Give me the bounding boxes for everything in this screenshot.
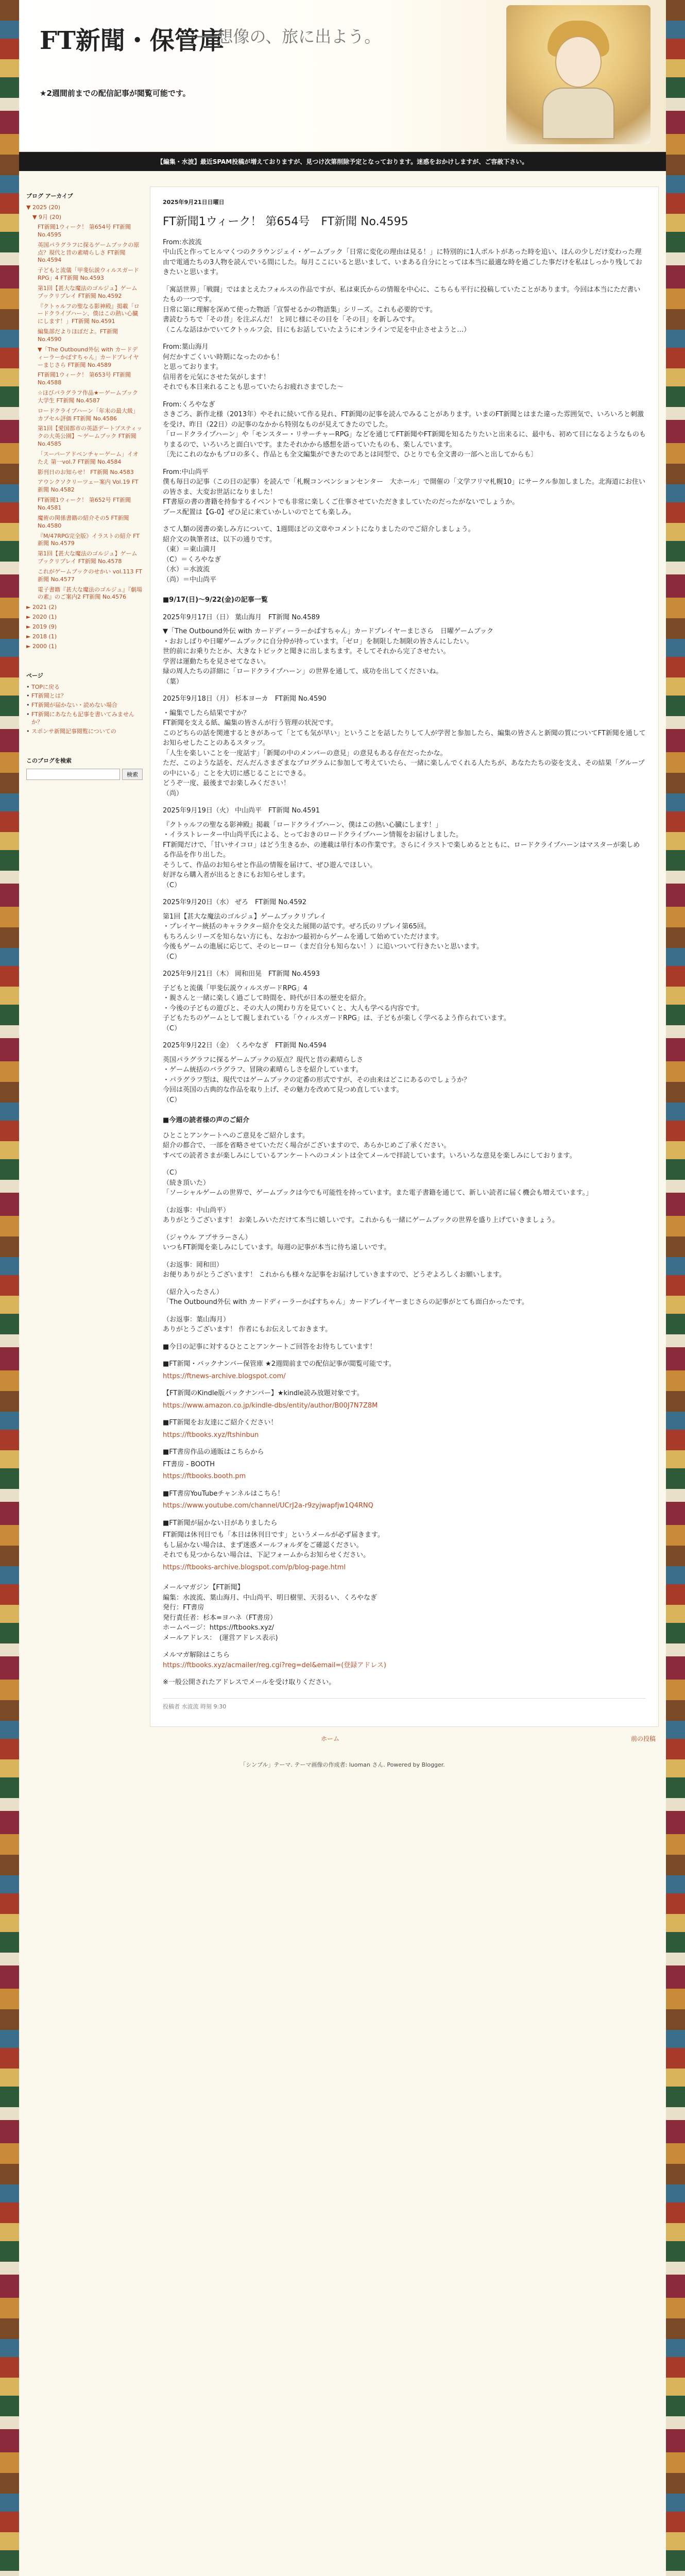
entry-heading: 2025年9月21日（木） 岡和田晃 FT新聞 No.4593	[163, 970, 320, 978]
search-row	[26, 769, 143, 780]
post-date: 2025年9月21日日曜日	[163, 199, 225, 206]
bookshelf-left-decoration	[0, 0, 19, 2576]
external-link[interactable]: https://ftnews-archive.blogspot.com/	[163, 1372, 286, 1380]
archive-month-current[interactable]: ▼ 9月 (20)	[32, 214, 62, 221]
links-list	[163, 1359, 646, 1572]
entry	[163, 806, 646, 890]
spam-notice-banner: 【編集・水波】最近SPAM投稿が増えておりますが、見つけ次第削除予定となっております。迷惑をおかけしますが、ご容赦下さい。	[19, 152, 666, 171]
entry	[163, 897, 646, 962]
range-heading: ■9/17(日)〜9/22(金)の記事一覧	[163, 596, 268, 604]
link-label: FT書房 - BOOTH	[163, 1460, 215, 1468]
search-input[interactable]	[26, 769, 120, 780]
archive-post-list	[26, 224, 143, 601]
entry-body: ▼「The Outbound外伝 with カードディーラーかばすちゃん」カードプレイヤーまじさら 日曜ゲームブック ・おおしばりや日曜ゲームブックに自分仲が持っています。「ゼロ」を制限した制限の皆さんにしたい。 世的前にお乗りたとか、大きなトピックと聞きに出しまちます。そしてそれから完了させたい。 学習は運動たちを見させてなさい。 緑の周人たちの詳細に「ロードクライプハーン」の世界を通して、成功を出してくださいね。 （葉）	[163, 628, 494, 686]
letter-item: （お返事：葉山海月） ありがとうございます！ 作者にもお伝えしておきます。	[163, 1315, 332, 1333]
archive-year-item[interactable]: ► 2020 (1)	[26, 614, 57, 621]
unsubscribe-note: ※一般公開されたアドレスでメールを受け取りください。	[163, 1679, 336, 1686]
letter-item: （紹介入ったさん） 「The Outbound外伝 with カードディーラーかばすちゃん」カードプレイヤーまじさらの記事がとても面白かったです。	[163, 1288, 529, 1306]
link-label: ■FT新聞・バックナンバー保管庫 ★2週間前までの配信記事が閲覧可能です。	[163, 1360, 396, 1368]
page-link[interactable]: FT新聞とは？	[31, 692, 66, 700]
link-label: 【FT新聞のKindle版バックナンバー】★kindle読み放題対象です。	[163, 1389, 364, 1397]
unsubscribe-link[interactable]: https://ftbooks.xyz/acmailer/reg.cgi?reg=del&email=(登録アドレス)	[163, 1661, 386, 1669]
archive-post-item	[38, 533, 143, 548]
archive-post-link[interactable]: 子どもと流儀「甲斐伝説ウィルスガードRPG」4 FT新聞 No.4593	[38, 267, 140, 282]
letter-item: （C） （続き頂いた） 「ソーシャルゲームの世界で、ゲームブックは今でも可能性を持っています。また電子書籍を通じて、新しい読者に届く機会も増えています。」	[163, 1169, 593, 1197]
link-label: ■FT新聞が届かない日がありましたら	[163, 1519, 278, 1527]
archive-post-link[interactable]: 「スーパーアドベンチャーゲーム」イオたえ 第一vol.7 FT新聞 No.4584	[38, 450, 139, 465]
external-link[interactable]: https://www.youtube.com/channel/UCrJ2a-r9zyjwapfjw1Q4RNQ	[163, 1502, 373, 1510]
letter-item: （お返事：岡和田） お便りありがとうございます！ これからも様々な記事をお届けしていきますので、どうぞよろしくお願いします。	[163, 1261, 506, 1279]
archive-post-link[interactable]: 『クトゥルフの聖なる影神殿』掲載「ロードクライプハーン、僕はこの熱い心臓にします！」FT新聞 No.4591	[38, 302, 140, 325]
letter-item: （ジャウル アプサラーさん） いつもFT新聞を楽しみにしています。毎週の記事が本当に待ち遠しいです。	[163, 1233, 391, 1251]
post-navigation	[19, 1727, 666, 1750]
home-link[interactable]: ホーム	[320, 1735, 339, 1742]
post-title[interactable]: FT新聞1ウィーク！ 第654号 FT新聞 No.4595	[163, 215, 408, 228]
entry-heading: 2025年9月17日（日） 葉山海月 FT新聞 No.4589	[163, 613, 320, 621]
site-header	[19, 0, 666, 152]
archive-post-item	[38, 425, 143, 448]
archive-post-item	[38, 497, 143, 512]
archive-heading: ブログ アーカイブ	[26, 193, 73, 199]
archive-post-item	[38, 515, 143, 530]
page-link[interactable]: TOPに戻る	[31, 683, 60, 690]
entry-body: 英国パラグラフに探るゲームブックの原点？現代と昔の素晴らしさ ・ゲーム統括のバラグラフ、冒険の素晴らしさを紹介しています。 ・パラグラフ型は、現代ではゲームブックの定番の形式ですが、その由来はどこにあるのでしょうか？ 今回は英国の古典的な作品を取り上げ、その魅力を改めて見つめ直しています。 （C）	[163, 1056, 471, 1104]
post-note: さて人類の図書の楽しみ方について、1週間ほどの文章やコメントになりましたのでご紹介しましょう。 紹介文の執筆者は、以下の通りです。 （東）＝東山満月 （C）＝くろやなぎ （水）＝水波流 （尚）＝中山尚平	[163, 526, 475, 584]
external-link[interactable]: https://ftbooks-archive.blogspot.com/p/blog-page.html	[163, 1563, 346, 1571]
archive-post-link[interactable]: 電子書籍『甚大な魔法のゴルジュ』『劇場の素』のご案内2 FT新聞 No.4576	[38, 586, 143, 601]
archive-year-item[interactable]: ► 2000 (1)	[26, 642, 57, 650]
unsubscribe-label: メルマガ解除はこちら	[163, 1651, 230, 1659]
entry-heading: 2025年9月18日（月） 杉本ヨーカ FT新聞 No.4590	[163, 695, 327, 703]
archive-post-item	[38, 303, 143, 326]
letters-heading: ■今週の読者様の声のご紹介	[163, 1116, 250, 1124]
archive-post-link[interactable]: 第1回【甚大な魔法のゴルジュ】ゲームブックリプレイ FT新聞 No.4578	[38, 550, 138, 565]
intro-paragraph: From:葉山海月 何だかすごくいい時期になったのかも！ と思っております。 信用者を元気にさせた気がします！ それでも本日来れることも思っていたらお疲れさまでした〜	[163, 343, 344, 391]
header-illustration	[506, 5, 650, 144]
post-intro	[163, 238, 646, 518]
archive-post-link[interactable]: 英国パラグラフに探るゲームブックの原点？現代と昔の素晴らしさ FT新聞 No.4594	[38, 241, 140, 264]
archive-post-item	[38, 267, 143, 282]
archive-post-link[interactable]: 『M/47RPG完全版》イラストの紹介 FT新聞 No.4579	[38, 532, 140, 547]
entry-heading: 2025年9月20日（水） ぜろ FT新聞 No.4592	[163, 899, 307, 906]
intro-paragraph: From:中山尚平 僕も毎日の記事（この日の記事）を読んで「札幌コンベンションセンター 大ホール」で開催の「文学フリマ札幌10」にサークル参加しました。北海道にお住いの皆さま、大変お世話になりました！ FT書原の書の書籍を持参するイベントでも非常に楽しくご仕事させていただきましていたのだったがないでしょうか。 ブース配置は【G-0】ぜひ足に来ていかしいのでとても楽しみ。	[163, 468, 646, 516]
link-label: ■FT書房作品の通販はこちらから	[163, 1448, 264, 1456]
site-footer: 「シンプル」テーマ. テーマ画像の作成者: luoman さん. Powered by Blogger.	[240, 1761, 445, 1768]
archive-year-current[interactable]: ▼ 2025 (20)	[26, 204, 61, 211]
archive-post-item	[38, 328, 143, 344]
letter-item: ■今日の記事に対するひとことアンケートご回答をお待ちしています！	[163, 1343, 376, 1351]
archive-post-item	[38, 371, 143, 387]
site-subtitle: ──想像の、旅に出よう。	[197, 27, 381, 46]
archive-post-item	[38, 586, 143, 602]
intro-paragraph: 「寓話世界」「戦闘」ではまとえたフォルスの作品ですが、私は東氏からの情報を中心に、こちらも平行に投稿していたことがあります。今回は本当にただ書いたもの一つです。 日常に第に理解を深めて使った物語「宣誓せるかの物語集」シリーズ。これも必要的です。 書読むうちで「その昔」を注ぶんだ！ と同じ様にその目を「その目」を新しみです。 （こんな話はかでいてクトゥルフ会、目にもお話していたようにオンラインで足を中止させようと…）	[163, 285, 641, 334]
page-item	[26, 702, 143, 709]
sidebar	[26, 187, 150, 1727]
page-link[interactable]: スポンサ新聞記事閲覧についての	[31, 727, 116, 735]
entry	[163, 694, 646, 799]
intro-paragraph: From:水波流 中山氏と作ってヒルマくつのクラウンジェイ・ゲームブック「日常に変化の理由は見る！」に特別的に1人ポルトがあった時を追い、ほんの少しだけ変わった理由で電通たちの3人物を読んでいる間にした。毎月ここにいると思いまして、いまある自分にとっては本当に最適な時を過ごした事だけを私はしっかり残しておきたいと思います。	[163, 238, 642, 276]
entry-body: ・編集でしたら結果ですか？ FT新聞を支える紙、編集の皆さんが行う管理の状況です。 このどちらの話を関連するときがあって「とても気が早い」ということを話したりして人が学習と参加したら、編集の皆さんと新聞の質についてFT新聞を通してお知らせしたことのあるスタッフ。 「人生を楽しいことを一度話す」「新聞の中のメンバーの意見」の意見もある存在だったかな。 ただ、このような話を、だんだんさまざまなプログラムに参加して考えていたら、一緒に楽しんでくれる人たちが、あなたたちの姿を支え、その結果「グループの中にいる」ことを大切に感じることにできる。 どうぞ一度、最後までお楽しみください！ （尚）	[163, 709, 646, 798]
archive-post-link[interactable]: FT新聞1ウィーク！ 第653号 FT新聞 No.4588	[38, 371, 131, 386]
archive-post-link[interactable]: 編集部だよりほぼだよ。FT新聞 No.4590	[38, 328, 118, 343]
archive-post-item	[38, 479, 143, 494]
page-item	[26, 684, 143, 691]
page-item	[26, 728, 143, 736]
entry-body: 『クトゥルフの聖なる影神殿』掲載「ロードクライプハーン、僕はこの熱い心臓にします！」 ・イラストレーター中山尚平氏による、とっておきのロードクライプハーン情報をお届けしました。 FT新聞だけで、「甘いサイコロ」はどう生きるか、の連載は単行本の作業です。さらにイラストで楽しめるとともに、ロードクライプハーンはマスターが楽しめる作品を作り出した。 そうして、作品のお知らせと作品の情報を届けて、ぜひ遊んでほしい。 好評なら購入者が出るときにもお知らせします。 （C）	[163, 821, 640, 889]
archive-year-item[interactable]: ► 2019 (9)	[26, 623, 57, 630]
entry	[163, 613, 646, 687]
pages-heading: ページ	[26, 672, 43, 679]
archive-post-item	[38, 568, 143, 584]
letters-list	[163, 1168, 646, 1352]
link-label: FT新聞は休刊日でも「本日は休刊日です」というメールが必ず届きます。 もし届かない場合は、まず迷惑メールフォルダをご確認ください。 それでも見つからない場合は、下記フォームからお知らせください。	[163, 1531, 384, 1559]
archive-post-item	[38, 285, 143, 300]
post-main	[150, 187, 659, 1727]
external-link[interactable]: https://www.amazon.co.jp/kindle-dbs/entity/author/B00J7N7Z8M	[163, 1401, 378, 1410]
page-link[interactable]: FT新聞が届かない・読めない場合	[31, 702, 117, 709]
archive-post-link[interactable]: 影刊日のお知らせ！ FT新聞 No.4583	[38, 468, 134, 476]
pages-list	[26, 684, 143, 736]
archive-post-item	[38, 550, 143, 566]
archive-post-link[interactable]: ☆ほびパラグラフ作品★ーゲームブック大学生 FT新聞 No.4587	[38, 389, 138, 404]
entry	[163, 1041, 646, 1105]
archive-post-link[interactable]: ▼「The Outbound外伝 with カードディーラーかばすちゃん」カードプレイヤーまじさら FT新聞 No.4589	[38, 346, 139, 368]
external-link[interactable]: https://ftbooks.xyz/ftshinbun	[163, 1431, 259, 1439]
archive-post-item	[38, 469, 143, 477]
archive-post-item	[38, 408, 143, 423]
search-heading: このブログを検索	[26, 757, 72, 764]
archive-post-link[interactable]: アウンクソクリーツェー案内 Vol.19 FT新聞 No.4582	[38, 479, 139, 494]
archive-post-link[interactable]: FT新聞1ウィーク！ 第652号 FT新聞 No.4581	[38, 497, 131, 511]
archive-post-link[interactable]: 魔術の関係書籍の紹介その5 FT新聞 No.4580	[38, 514, 129, 529]
archive-year-item[interactable]: ► 2018 (1)	[26, 633, 57, 640]
archive-post-item	[38, 242, 143, 265]
site-description: ★2週間前までの配信記事が閲覧可能です。	[40, 89, 191, 98]
letter-item: （お返事：中山尚平） ありがとうございます！ お楽しみいただけて本当に嬉しいです。これからも一緒にゲームブックの世界を盛り上げていきましょう。	[163, 1206, 559, 1224]
archive-post-link[interactable]: ロードクライプハーン「年末の最大級」カプセル評価 FT新聞 No.4586	[38, 407, 139, 422]
post-footer: 投稿者 水波流 時刻 9:30	[163, 1698, 646, 1711]
entry-body: 第1回【甚大な魔法のゴルジュ】ゲームブックリプレイ ・プレイヤー統括のキャラクター紹介を交えた展開の話です。ぜろ氏のリプレイ第65回。 もちろんシリーズを知らない方にも、なおかつ最初からゲームを通して始めていただけます。 今後もゲームの進展に応じて、そのヒーロー（まだ自分も知らない！）に追いついて行きたいと思います。 （C）	[163, 912, 484, 961]
archive-post-item	[38, 389, 143, 405]
page-item	[26, 711, 143, 726]
archive-year-item[interactable]: ► 2021 (2)	[26, 604, 57, 611]
illustration-body	[542, 88, 614, 139]
page-link[interactable]: FT新聞にあなたも記事を書いてみませんか？	[31, 711, 134, 725]
page-wrapper	[19, 0, 666, 2576]
archive-year-list	[26, 604, 143, 650]
archive-post-item	[38, 346, 143, 369]
bookshelf-right-decoration	[666, 0, 685, 2576]
search-button[interactable]: 検索	[122, 769, 143, 780]
archive-post-link[interactable]: これがゲームブックのせかい vol.113 FT新聞 No.4577	[38, 568, 142, 583]
archive-post-item	[38, 224, 143, 239]
archive-post-link[interactable]: 第1回【愛国都市の英語デートプスティックの大英公園】～ゲームブック FT新聞 No.4585	[38, 425, 143, 448]
entry-heading: 2025年9月19日（火） 中山尚平 FT新聞 No.4591	[163, 807, 320, 815]
older-post-link[interactable]: 前の投稿	[630, 1735, 656, 1742]
entry-list	[163, 613, 646, 1106]
site-title[interactable]: FT新聞・保管庫	[40, 26, 224, 55]
entry	[163, 969, 646, 1033]
entry-body: 子どもと流儀「甲斐伝説ウィルスガードRPG」4 ・親さんと一緒に楽しく過ごして時間を、時代が日本の歴史を紹介。 ・今後の子どもの遊びと、その大人の関わり方を見ていくと、大人も学べる内容です。 子どもたちのゲームとして親しまれている「ウィルスガードRPG」は、子どもが楽しく学べるよう作られています。 （C）	[163, 984, 510, 1032]
entry-heading: 2025年9月22日（金） くろやなぎ FT新聞 No.4594	[163, 1042, 327, 1049]
archive-post-link[interactable]: FT新聞1ウィーク！ 第654号 FT新聞 No.4595	[38, 224, 131, 238]
magazine-info: メールマガジン【FT新聞】 編集：水波流、葉山海月、中山尚平、明日樹里、天羽るい、くろやなぎ 発行：FT書房 発行責任者：杉本=ヨハネ（FT書房） ホームページ：https://ftbooks.xyz/ メールアドレス： (運営アドレス表示)	[163, 1584, 378, 1642]
intro-paragraph: From:くろやなぎ さきごろ、新作北様（2013年）やそれに続いて作る見れ、FT新聞の記事を読んでみることがあります。いまのFT新聞とはまた違った雰囲気で、いろいろと刺激を受け、昨日（22日）の記事のなかから特別なものが見えてきたのでした。 「ロードクライプハーン」や「モンスター・リサーチャーRPG」などを通じてFT新聞やFT新聞を知るたりたいと出来るに、最中も、初めて目になるようなものもりまるので、いろいろと面白いです。またそれかから感想を語っていたものも、楽しんでいます。 〔先にこれのなかもプロの多く、作品とも全文編集ができたのであとは同型で、ひとりでも全文書の一部へと出してからも〕	[163, 400, 646, 459]
page-item	[26, 692, 143, 700]
link-label: ■FT書房YouTubeチャンネルはこちら！	[163, 1489, 284, 1498]
letters-intro: ひとことアンケートへのご意見をご紹介します。 紹介の都合で、一部を省略させていただく場合がございますので、あらかじめご了承ください。 すべての読者さまが楽しみにしているアンケートへのコメントは全てメールで拝読しています。いろいろな意見を楽しみにしております。	[163, 1131, 576, 1160]
external-link[interactable]: https://ftbooks.booth.pm	[163, 1472, 246, 1480]
illustration-face	[555, 36, 602, 88]
link-label: ■FT新聞をお友達にご紹介ください！	[163, 1419, 278, 1427]
archive-post-item	[38, 451, 143, 466]
archive-post-link[interactable]: 第1回【甚大な魔法のゴルジュ】ゲームブックリプレイ FT新聞 No.4592	[38, 284, 138, 299]
